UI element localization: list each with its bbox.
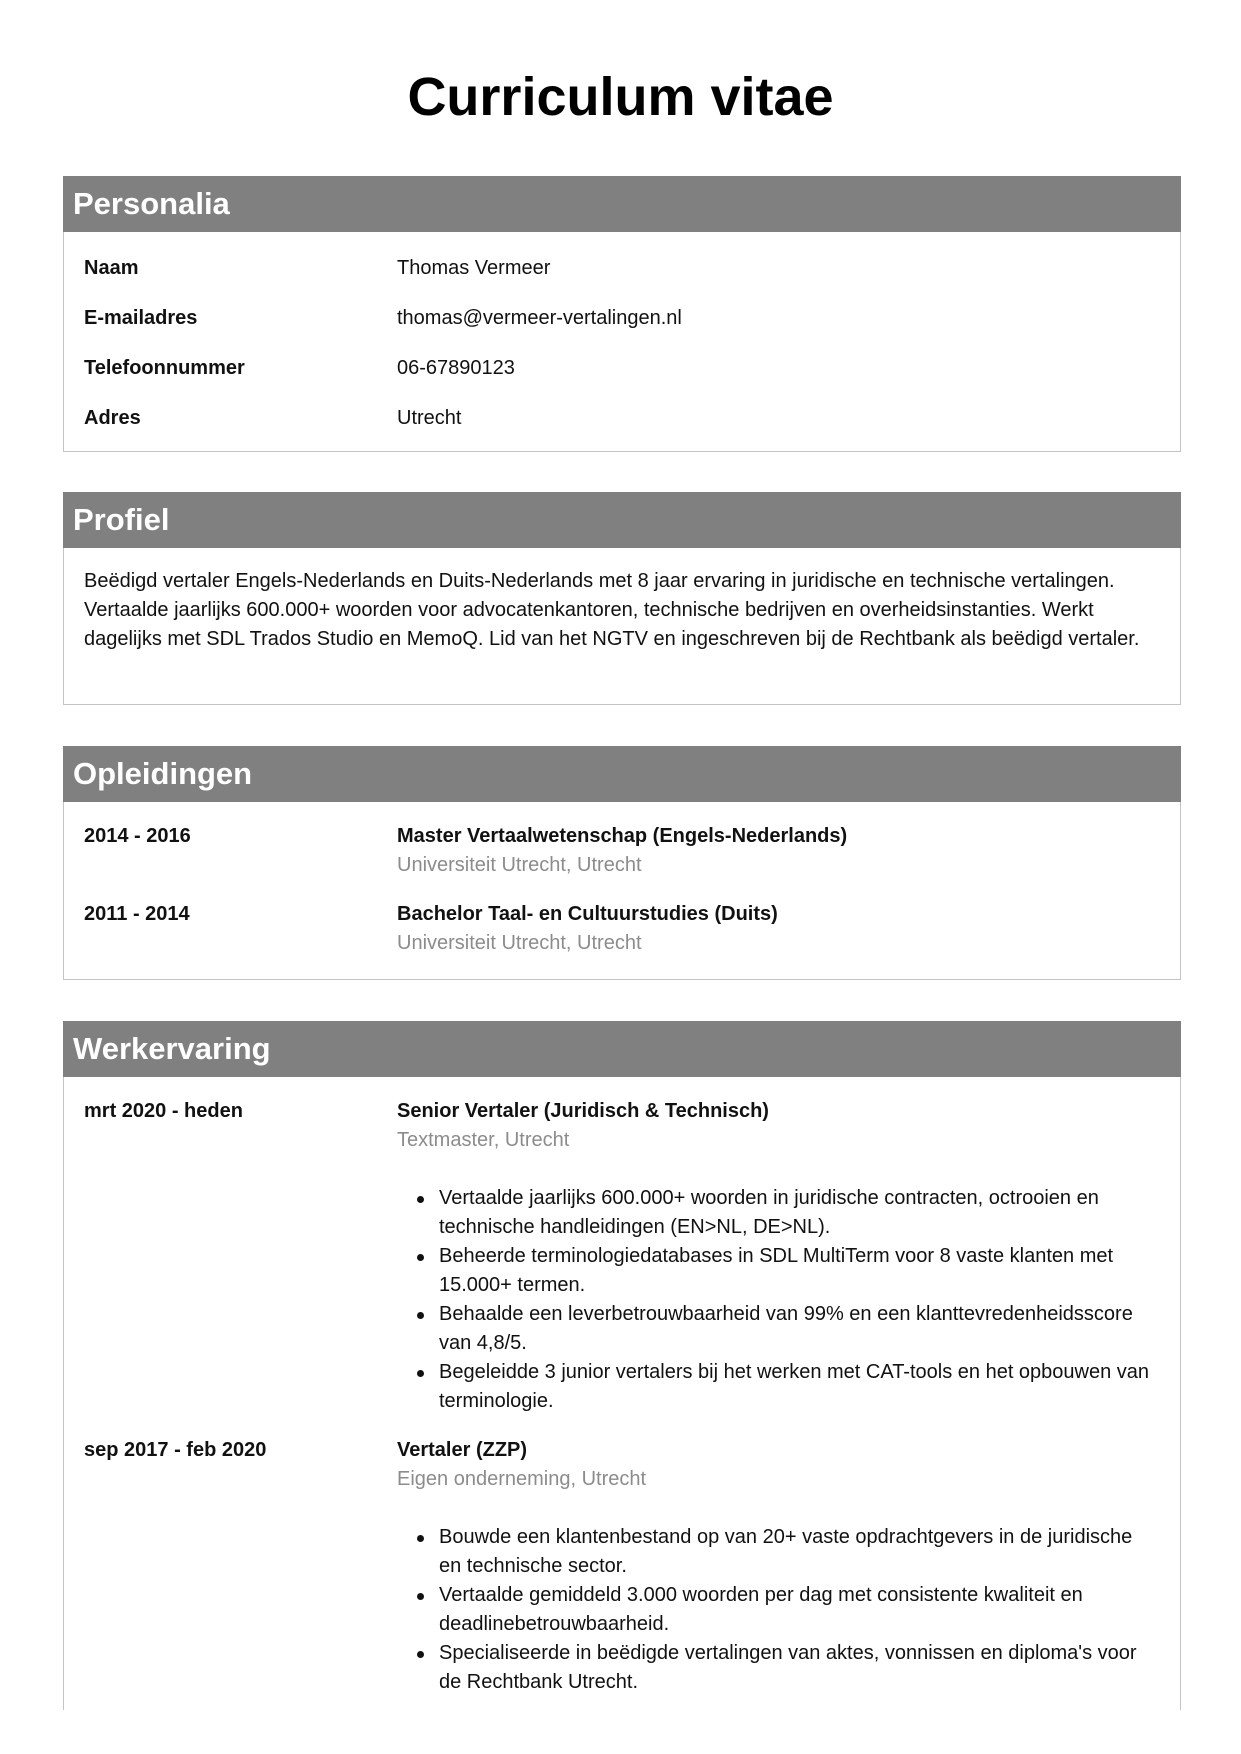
education-title: Master Vertaalwetenschap (Engels-Nederlands) bbox=[397, 825, 848, 847]
page-title: Curriculum vitae bbox=[407, 67, 834, 127]
address-value: Utrecht bbox=[397, 407, 462, 429]
achievement-item: Begeleidde 3 junior vertalers bij het werken met CAT-tools en het opbouwen van terminologie. bbox=[439, 1358, 1160, 1416]
achievement-item: Beheerde terminologiedatabases in SDL MultiTerm voor 8 vaste klanten met 15.000+ termen. bbox=[439, 1242, 1160, 1300]
work-employer: Textmaster, Utrecht bbox=[397, 1129, 570, 1151]
address-label: Adres bbox=[84, 407, 141, 429]
email-label: E-mailadres bbox=[84, 307, 198, 329]
achievement-item: Behaalde een leverbetrouwbaarheid van 99% en een klanttevredenheidsscore van 4,8/5. bbox=[439, 1300, 1160, 1358]
work-achievements bbox=[397, 1184, 1160, 1416]
personalia-section bbox=[63, 176, 1181, 452]
education-entry bbox=[84, 900, 1160, 958]
work-entry bbox=[84, 1436, 1160, 1697]
phone-value: 06-67890123 bbox=[397, 357, 515, 379]
achievement-item: Bouwde een klantenbestand op van 20+ vaste opdrachtgevers in de juridische en technische sector. bbox=[439, 1523, 1160, 1581]
profiel-body bbox=[64, 548, 1180, 654]
achievement-item: Vertaalde jaarlijks 600.000+ woorden in juridische contracten, octrooien en technische handleidingen (EN>NL, DE>NL). bbox=[439, 1184, 1160, 1242]
work-period: mrt 2020 - heden bbox=[84, 1100, 243, 1122]
achievement-item: Specialiseerde in beëdigde vertalingen van aktes, vonnissen en diploma's voor de Rechtbank Utrecht. bbox=[439, 1639, 1160, 1697]
work-details bbox=[397, 1436, 1160, 1697]
education-title: Bachelor Taal- en Cultuurstudies (Duits) bbox=[397, 903, 778, 925]
opleidingen-section bbox=[63, 746, 1181, 980]
personalia-row-email bbox=[84, 305, 1160, 331]
work-achievements bbox=[397, 1523, 1160, 1697]
name-label: Naam bbox=[84, 257, 139, 279]
education-details bbox=[397, 900, 1160, 958]
phone-label: Telefoonnummer bbox=[84, 357, 245, 379]
education-period: 2011 - 2014 bbox=[84, 903, 190, 925]
profile-text: Beëdigd vertaler Engels-Nederlands en Duits-Nederlands met 8 jaar ervaring in juridische en technische vertalingen. Vertaalde jaarlijks 600.000+ woorden voor advocatenkantoren, technische bedrijven en overheidsinstanties. Werkt dagelijks met SDL Trados Studio en MemoQ. Lid van het NGTV en ingeschreven bij de Rechtbank als beëdigd vertaler. bbox=[84, 570, 1140, 650]
education-institution: Universiteit Utrecht, Utrecht bbox=[397, 854, 642, 876]
work-employer: Eigen onderneming, Utrecht bbox=[397, 1468, 647, 1490]
opleidingen-body bbox=[64, 802, 1180, 958]
werkervaring-body bbox=[64, 1077, 1180, 1697]
opleidingen-heading: Opleidingen bbox=[63, 746, 1181, 802]
personalia-heading: Personalia bbox=[63, 176, 1181, 232]
name-value: Thomas Vermeer bbox=[397, 257, 551, 279]
achievement-item: Vertaalde gemiddeld 3.000 woorden per dag met consistente kwaliteit en deadlinebetrouwbaarheid. bbox=[439, 1581, 1160, 1639]
werkervaring-section bbox=[63, 1021, 1181, 1710]
work-title: Senior Vertaler (Juridisch & Technisch) bbox=[397, 1100, 769, 1122]
personalia-row-address bbox=[84, 405, 1160, 431]
education-details bbox=[397, 822, 1160, 880]
work-entry bbox=[84, 1097, 1160, 1416]
profiel-heading: Profiel bbox=[63, 492, 1181, 548]
work-title: Vertaler (ZZP) bbox=[397, 1439, 528, 1461]
education-period: 2014 - 2016 bbox=[84, 825, 191, 847]
personalia-row-name bbox=[84, 255, 1160, 281]
education-institution: Universiteit Utrecht, Utrecht bbox=[397, 932, 642, 954]
personalia-row-phone bbox=[84, 355, 1160, 381]
profiel-section bbox=[63, 492, 1181, 705]
education-entry bbox=[84, 822, 1160, 880]
email-value: thomas@vermeer-vertalingen.nl bbox=[397, 307, 682, 329]
work-period: sep 2017 - feb 2020 bbox=[84, 1439, 267, 1461]
personalia-body bbox=[64, 232, 1180, 431]
work-details bbox=[397, 1097, 1160, 1416]
werkervaring-heading: Werkervaring bbox=[63, 1021, 1181, 1077]
